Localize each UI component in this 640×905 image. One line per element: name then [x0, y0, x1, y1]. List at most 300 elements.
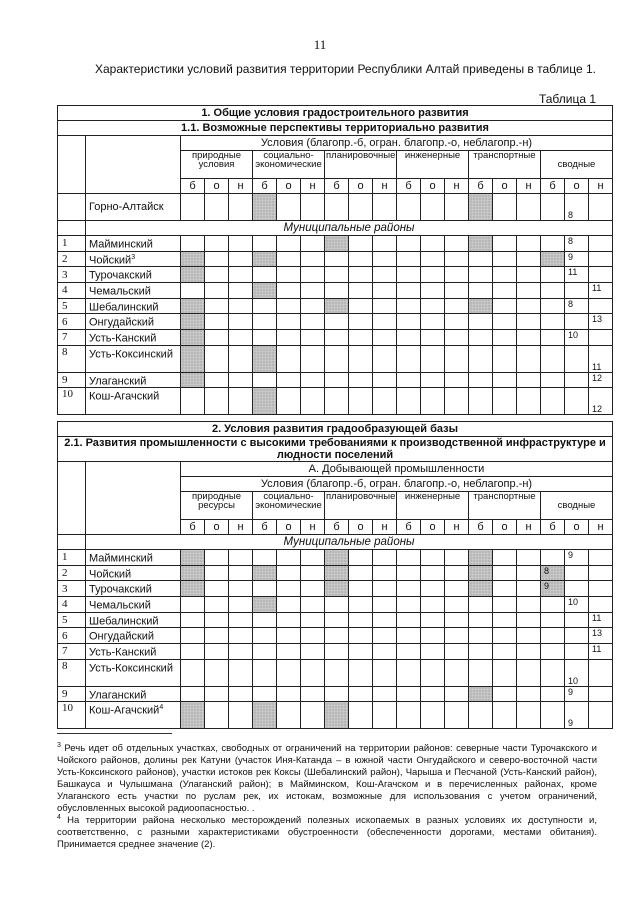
condition-cell [373, 236, 397, 252]
condition-cell [493, 236, 517, 252]
condition-cell [277, 581, 301, 597]
summary-value: 9 [565, 550, 589, 566]
row-name-text: Майминский [89, 238, 153, 251]
row-name [86, 550, 181, 566]
header-blank [58, 462, 86, 535]
condition-cell [541, 628, 565, 644]
condition-cell [469, 388, 493, 415]
summary-value: 8 [541, 565, 565, 581]
condition-cell [469, 612, 493, 628]
condition-cell [445, 581, 469, 597]
condition-cell [301, 329, 325, 345]
condition-cell [445, 194, 469, 221]
letter-header: н [373, 179, 397, 194]
condition-cell [445, 314, 469, 330]
condition-cell [517, 251, 541, 267]
table-row [58, 221, 613, 236]
condition-cell [325, 702, 349, 729]
condition-cell [349, 686, 373, 702]
condition-cell [229, 345, 253, 372]
condition-cell [277, 612, 301, 628]
row-name-text: Майминский [89, 552, 153, 565]
condition-cell [493, 643, 517, 659]
condition-cell [277, 282, 301, 298]
footnote-3-mark: 3 [57, 742, 61, 749]
table-1 [57, 105, 613, 415]
header-blank [58, 221, 86, 236]
condition-cell [445, 643, 469, 659]
condition-cell [493, 596, 517, 612]
condition-cell [397, 628, 421, 644]
table-row [58, 659, 613, 686]
condition-cell [277, 388, 301, 415]
table-row [58, 628, 613, 644]
condition-cell [277, 372, 301, 388]
condition-cell [301, 659, 325, 686]
condition-cell [541, 612, 565, 628]
condition-cell [181, 550, 205, 566]
condition-cell [325, 565, 349, 581]
row-number: 5 [58, 612, 86, 628]
summary-value: 11 [589, 282, 613, 298]
condition-cell [421, 596, 445, 612]
condition-cell [589, 251, 613, 267]
condition-cell [349, 282, 373, 298]
condition-cell [397, 581, 421, 597]
footnote-ref: 3 [131, 253, 136, 261]
condition-cell [325, 372, 349, 388]
condition-cell [445, 298, 469, 314]
condition-cell [277, 628, 301, 644]
table-row [58, 136, 613, 151]
row-name-text: Онгудайский [89, 630, 155, 643]
condition-cell [301, 251, 325, 267]
condition-cell [565, 314, 589, 330]
row-number: 1 [58, 236, 86, 252]
row-name [86, 565, 181, 581]
condition-cell [181, 329, 205, 345]
condition-cell [421, 314, 445, 330]
condition-cell [277, 702, 301, 729]
condition-cell [541, 388, 565, 415]
condition-cell [229, 596, 253, 612]
condition-cell [349, 236, 373, 252]
condition-cell [421, 388, 445, 415]
group-header: природные ресурсы [181, 492, 253, 520]
row-name-text: Турочакский [89, 583, 152, 596]
group-header: природные условия [181, 151, 253, 179]
condition-cell [373, 565, 397, 581]
condition-cell [565, 565, 589, 581]
condition-cell [589, 581, 613, 597]
condition-cell [445, 345, 469, 372]
condition-cell [469, 659, 493, 686]
condition-cell [469, 686, 493, 702]
condition-cell [181, 236, 205, 252]
condition-cell [421, 345, 445, 372]
header-blank [86, 462, 181, 535]
condition-cell [253, 702, 277, 729]
condition-cell [205, 267, 229, 283]
condition-cell [181, 596, 205, 612]
condition-cell [229, 702, 253, 729]
condition-cell [517, 236, 541, 252]
condition-cell [541, 194, 565, 221]
letter-header: о [493, 179, 517, 194]
condition-cell [181, 388, 205, 415]
condition-cell [205, 686, 229, 702]
letter-header: б [541, 179, 565, 194]
condition-cell [469, 236, 493, 252]
condition-cell [205, 251, 229, 267]
condition-cell [301, 267, 325, 283]
condition-cell [373, 298, 397, 314]
row-name [86, 643, 181, 659]
condition-cell [205, 612, 229, 628]
letter-header: б [253, 179, 277, 194]
table-row [58, 106, 613, 121]
condition-cell [349, 194, 373, 221]
row-name: Горно-Алтайск [86, 194, 181, 221]
row-name-text: Чойский [89, 254, 132, 267]
summary-value: 13 [589, 314, 613, 330]
letter-header: о [421, 179, 445, 194]
row-name-text: Чойский [89, 568, 132, 581]
condition-cell [349, 251, 373, 267]
condition-cell [517, 581, 541, 597]
condition-cell [325, 388, 349, 415]
condition-cell [349, 372, 373, 388]
row-name-text: Чемальский [89, 285, 151, 298]
condition-cell [349, 659, 373, 686]
condition-cell [373, 659, 397, 686]
condition-cell [373, 251, 397, 267]
condition-cell [469, 345, 493, 372]
condition-cell [325, 251, 349, 267]
condition-cell [181, 267, 205, 283]
conditions-header: Условия (благопр.-б, огран. благопр.-о, неблагопр.-н) [181, 477, 613, 492]
condition-cell [517, 282, 541, 298]
letter-header: о [277, 179, 301, 194]
summary-value: 10 [565, 596, 589, 612]
condition-cell [277, 643, 301, 659]
condition-cell [301, 702, 325, 729]
condition-cell [349, 596, 373, 612]
letter-header: н [301, 520, 325, 535]
condition-cell [349, 643, 373, 659]
condition-cell [493, 550, 517, 566]
condition-cell [373, 282, 397, 298]
table-row [58, 194, 613, 221]
row-number: 6 [58, 314, 86, 330]
table-row [58, 236, 613, 252]
condition-cell [325, 298, 349, 314]
table-row [58, 422, 613, 437]
condition-cell [397, 686, 421, 702]
condition-cell [325, 628, 349, 644]
summary-value: 8 [565, 194, 589, 221]
row-number: 8 [58, 345, 86, 372]
condition-cell [373, 388, 397, 415]
condition-cell [181, 659, 205, 686]
row-name-text: Улаганский [89, 375, 147, 388]
row-name [86, 581, 181, 597]
condition-cell [277, 565, 301, 581]
summary-value: 9 [541, 581, 565, 597]
row-name [86, 329, 181, 345]
condition-cell [469, 267, 493, 283]
condition-cell [229, 298, 253, 314]
condition-cell [253, 581, 277, 597]
condition-cell [397, 314, 421, 330]
letter-header: о [205, 179, 229, 194]
condition-cell [229, 581, 253, 597]
condition-cell [373, 686, 397, 702]
condition-cell [493, 267, 517, 283]
condition-cell [349, 628, 373, 644]
condition-cell [445, 282, 469, 298]
footnote-divider [57, 733, 172, 734]
condition-cell [181, 612, 205, 628]
condition-cell [277, 314, 301, 330]
condition-cell [517, 686, 541, 702]
summary-value: 11 [589, 345, 613, 372]
condition-cell [301, 345, 325, 372]
letter-header: б [181, 520, 205, 535]
condition-cell [205, 298, 229, 314]
footnote-3-text: Речь идет об отдельных участках, свободных от ограничений на территории районов: северные части Турочакского и Чойского районов, долины рек Катуни (участок Иня-Катанда – в южной части Онгудайского и северо-восточной части Усть-Коксинского районов), участки истоков рек Коксы (Шебалинский район), Чарыша и Песчаной (Усть-Канский район), Башкауса и Чулышмана (Улаганский район); в Майминском, Кош-Агачском и в перечисленных районах, кроме Улаганского есть участки по руслам рек, их истокам, возможные для использования с учетом ограничений, обусловленных высокой радиоопасностью. . [57, 743, 597, 815]
table-row [58, 314, 613, 330]
condition-cell [325, 612, 349, 628]
table-row [58, 550, 613, 566]
intro-paragraph: Характеристики условий развития территории Республики Алтай приведены в таблице 1. [95, 62, 596, 76]
letter-header: б [469, 179, 493, 194]
summary-value: 8 [565, 236, 589, 252]
condition-cell [517, 659, 541, 686]
condition-cell [589, 596, 613, 612]
condition-cell [229, 194, 253, 221]
condition-cell [253, 596, 277, 612]
group-header: социально-экономические [253, 492, 325, 520]
condition-cell [301, 372, 325, 388]
condition-cell [397, 372, 421, 388]
condition-cell [541, 345, 565, 372]
row-number: 3 [58, 581, 86, 597]
condition-cell [493, 702, 517, 729]
table-title: 1. Общие условия градостроительного развития [58, 106, 613, 121]
group-header: инженерные [397, 151, 469, 179]
table-row [58, 329, 613, 345]
condition-cell [565, 372, 589, 388]
condition-cell [349, 550, 373, 566]
condition-cell [253, 298, 277, 314]
condition-cell [469, 194, 493, 221]
condition-cell [301, 581, 325, 597]
row-name-text: Шебалинский [89, 301, 159, 314]
condition-cell [589, 194, 613, 221]
condition-cell [301, 550, 325, 566]
condition-cell [349, 267, 373, 283]
condition-cell [373, 702, 397, 729]
condition-cell [493, 298, 517, 314]
table-row [58, 643, 613, 659]
condition-cell [421, 329, 445, 345]
letter-header: н [445, 179, 469, 194]
condition-cell [253, 267, 277, 283]
condition-cell [493, 628, 517, 644]
condition-cell [205, 659, 229, 686]
letter-header: н [229, 520, 253, 535]
condition-cell [565, 643, 589, 659]
condition-cell [301, 643, 325, 659]
table-row [58, 282, 613, 298]
condition-cell [565, 388, 589, 415]
condition-cell [397, 194, 421, 221]
condition-cell [181, 686, 205, 702]
group-header: инженерные [397, 492, 469, 520]
condition-cell [445, 565, 469, 581]
condition-cell [397, 643, 421, 659]
table-row [58, 702, 613, 729]
condition-cell [517, 612, 541, 628]
row-name-text: Турочакский [89, 269, 152, 282]
condition-cell [253, 329, 277, 345]
condition-cell [181, 194, 205, 221]
condition-cell [205, 565, 229, 581]
section-a-label: А. Добывающей промышленности [181, 462, 613, 477]
condition-cell [493, 659, 517, 686]
condition-cell [445, 388, 469, 415]
row-number [58, 194, 86, 221]
group-header: сводные [541, 151, 613, 179]
row-name-text: Усть-Канский [89, 646, 157, 659]
condition-cell [421, 686, 445, 702]
condition-cell [253, 236, 277, 252]
row-name [86, 686, 181, 702]
condition-cell [397, 267, 421, 283]
condition-cell [277, 194, 301, 221]
condition-cell [301, 612, 325, 628]
row-name-text: Усть-Коксинский [89, 662, 173, 675]
condition-cell [517, 267, 541, 283]
condition-cell [373, 329, 397, 345]
condition-cell [517, 596, 541, 612]
condition-cell [373, 372, 397, 388]
condition-cell [181, 581, 205, 597]
condition-cell [445, 659, 469, 686]
condition-cell [517, 643, 541, 659]
condition-cell [205, 550, 229, 566]
row-name [86, 345, 181, 372]
table-subtitle: 1.1. Возможные перспективы территориально развития [58, 121, 613, 136]
row-name [86, 612, 181, 628]
condition-cell [253, 643, 277, 659]
condition-cell [469, 251, 493, 267]
header-blank [58, 535, 86, 550]
table-subtitle: 2.1. Развития промышленности с высокими требованиями к производственной инфраструктуре и людности поселений [58, 437, 613, 462]
condition-cell [517, 372, 541, 388]
condition-cell [373, 194, 397, 221]
table-row [58, 437, 613, 462]
row-number: 6 [58, 628, 86, 644]
condition-cell [397, 329, 421, 345]
condition-cell [589, 659, 613, 686]
condition-cell [397, 565, 421, 581]
condition-cell [181, 565, 205, 581]
condition-cell [373, 314, 397, 330]
condition-cell [253, 388, 277, 415]
condition-cell [445, 267, 469, 283]
row-name [86, 236, 181, 252]
condition-cell [493, 282, 517, 298]
condition-cell [421, 565, 445, 581]
condition-cell [373, 581, 397, 597]
condition-cell [493, 565, 517, 581]
row-number: 7 [58, 329, 86, 345]
condition-cell [205, 329, 229, 345]
condition-cell [181, 372, 205, 388]
condition-cell [205, 628, 229, 644]
row-name [86, 659, 181, 686]
condition-cell [277, 345, 301, 372]
summary-value: 13 [589, 628, 613, 644]
condition-cell [421, 643, 445, 659]
summary-value: 9 [565, 702, 589, 729]
condition-cell [253, 612, 277, 628]
letter-header: н [517, 179, 541, 194]
condition-cell [421, 251, 445, 267]
condition-cell [421, 236, 445, 252]
condition-cell [253, 345, 277, 372]
condition-cell [397, 236, 421, 252]
table-row [58, 372, 613, 388]
row-number: 8 [58, 659, 86, 686]
condition-cell [397, 251, 421, 267]
condition-cell [181, 643, 205, 659]
condition-cell [493, 581, 517, 597]
summary-value: 12 [589, 372, 613, 388]
condition-cell [253, 251, 277, 267]
row-number: 5 [58, 298, 86, 314]
page-number: 11 [313, 37, 327, 52]
condition-cell [517, 314, 541, 330]
summary-value: 11 [589, 612, 613, 628]
row-number: 4 [58, 596, 86, 612]
group-header: планировочные [325, 492, 397, 520]
condition-cell [469, 329, 493, 345]
summary-value: 12 [589, 388, 613, 415]
row-name [86, 282, 181, 298]
table-title: 2. Условия развития градообразующей базы [58, 422, 613, 437]
footnote-4-mark: 4 [57, 814, 61, 821]
condition-cell [421, 298, 445, 314]
condition-cell [205, 194, 229, 221]
condition-cell [301, 596, 325, 612]
summary-value: 8 [565, 298, 589, 314]
condition-cell [181, 628, 205, 644]
condition-cell [229, 329, 253, 345]
condition-cell [541, 298, 565, 314]
table-row [58, 581, 613, 597]
table-row [58, 388, 613, 415]
condition-cell [229, 314, 253, 330]
condition-cell [181, 345, 205, 372]
condition-cell [181, 314, 205, 330]
condition-cell [421, 628, 445, 644]
letter-header: н [301, 179, 325, 194]
condition-cell [469, 282, 493, 298]
condition-cell [325, 659, 349, 686]
